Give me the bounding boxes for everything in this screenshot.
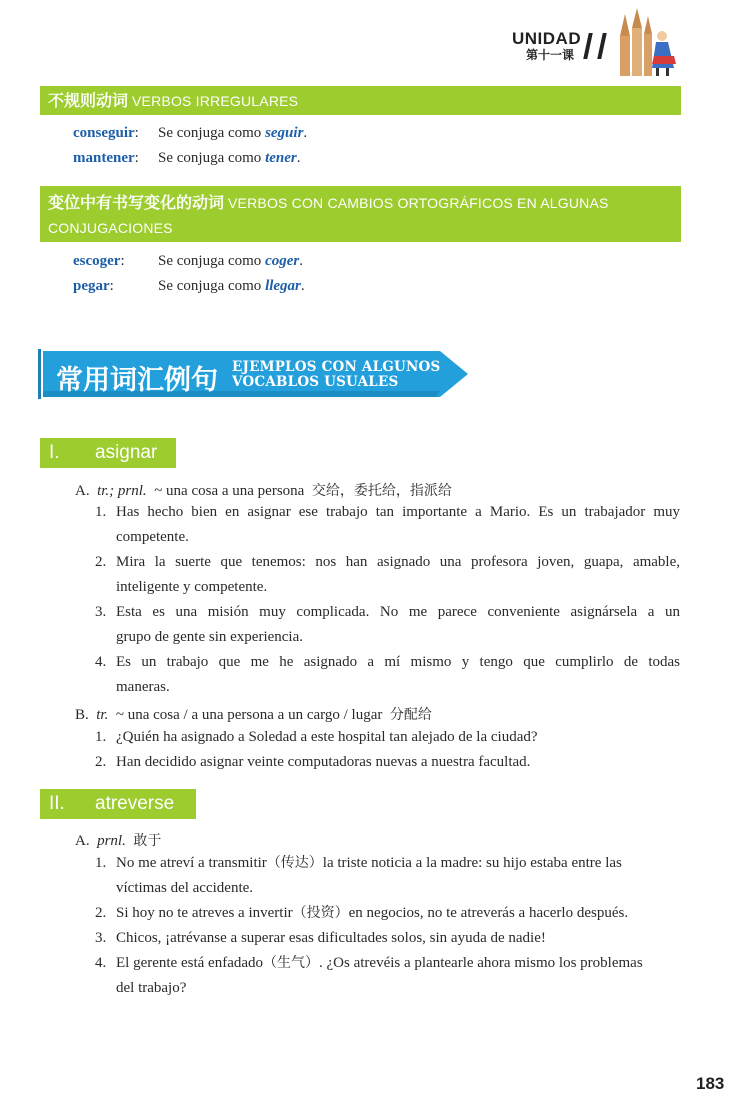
verb-sep: : bbox=[134, 150, 139, 166]
band-title-zh: 不规则动词 bbox=[48, 91, 129, 110]
example-line bbox=[116, 851, 680, 876]
example-line: Mira la suerte que tenemos: nos han asignado una profesora joven, guapa, amable, bbox=[116, 554, 680, 570]
example-item bbox=[116, 951, 680, 1001]
gloss-zh: （投资） bbox=[292, 905, 349, 921]
example-item bbox=[116, 851, 680, 901]
example-number: 3. bbox=[95, 604, 107, 620]
example-line: inteligente y competente. bbox=[116, 579, 268, 595]
example-number: 1. bbox=[95, 729, 107, 745]
sense-heading bbox=[75, 480, 452, 500]
unit-title: UNIDAD bbox=[512, 29, 582, 48]
example-line: víctimas del accidente. bbox=[116, 880, 254, 896]
verb-sep: : bbox=[109, 278, 114, 294]
example-text: No me atreví a transmitir bbox=[116, 855, 267, 871]
sense-letter: A. bbox=[75, 483, 90, 499]
example-text: . ¿Os atrevéis a plantearle ahora mismo los problemas bbox=[319, 955, 643, 971]
sense-letter: B. bbox=[75, 707, 89, 723]
band-title-es: VERBOS IRREGULARES bbox=[132, 93, 299, 109]
lesson-label: 第十一课 bbox=[526, 48, 575, 62]
section-word: atreverse bbox=[95, 793, 175, 814]
example-text: la triste noticia a la madre: su hijo estaba entre las bbox=[322, 855, 622, 871]
end-punct: . bbox=[300, 278, 305, 294]
example-item bbox=[116, 750, 680, 775]
example-number: 1. bbox=[95, 855, 107, 871]
model-verb: seguir bbox=[265, 125, 304, 141]
section-number: II. bbox=[49, 793, 65, 814]
end-punct: . bbox=[299, 253, 303, 269]
section-word: asignar bbox=[95, 442, 158, 463]
example-item bbox=[116, 500, 680, 550]
grammar-tag: tr.; prnl. bbox=[97, 483, 147, 499]
example-line: Esta es una misión muy complicada. No me parece conveniente asignársela a un bbox=[116, 604, 680, 620]
usage-pattern: ~ una cosa a una persona bbox=[154, 483, 305, 499]
example-number: 2. bbox=[95, 905, 107, 921]
band-title-es-2: CONJUGACIONES bbox=[48, 220, 173, 236]
verb: pegar bbox=[73, 278, 110, 294]
example-line: ¿Quién ha asignado a Soledad a este hospital tan alejado de la ciudad? bbox=[116, 729, 538, 745]
sense-letter: A. bbox=[75, 833, 90, 849]
section-band-orthographic bbox=[40, 186, 681, 242]
section-header-asignar bbox=[40, 438, 176, 468]
example-number: 2. bbox=[95, 754, 107, 770]
example-text: en negocios, no te atreverás a hacerlo después. bbox=[348, 905, 629, 921]
end-punct: . bbox=[296, 150, 301, 166]
divider-bar bbox=[597, 33, 607, 59]
desc-text: Se conjuga como bbox=[158, 278, 262, 294]
usage-pattern: ~ una cosa / a una persona a un cargo / lugar bbox=[115, 707, 383, 723]
example-number: 3. bbox=[95, 930, 107, 946]
verb: conseguir bbox=[73, 125, 135, 141]
translation-zh: 交给，委托给，指派给 bbox=[311, 483, 452, 499]
example-item bbox=[116, 600, 680, 650]
section-header-atreverse bbox=[40, 789, 196, 819]
example-number: 2. bbox=[95, 554, 107, 570]
desc-text: Se conjuga como bbox=[158, 253, 262, 269]
page-number: 183 bbox=[696, 1074, 725, 1093]
sense-heading bbox=[75, 830, 161, 850]
divider-bar bbox=[583, 33, 593, 59]
example-text: Si hoy no te atreves a invertir bbox=[116, 905, 293, 921]
band-title-zh: 变位中有书写变化的动词 bbox=[48, 193, 225, 212]
banner-title-es-2: VOCABLOS USUALES bbox=[232, 374, 399, 390]
example-number: 1. bbox=[95, 504, 107, 520]
band-title-es-1: VERBOS CON CAMBIOS ORTOGRÁFICOS EN ALGUNAS bbox=[228, 195, 609, 211]
translation-zh: 分配给 bbox=[389, 707, 432, 723]
example-line: grupo de gente sin experiencia. bbox=[116, 629, 304, 645]
verb-sep: : bbox=[134, 125, 139, 141]
gloss-zh: （生气） bbox=[263, 955, 320, 971]
grammar-tag: prnl. bbox=[97, 833, 126, 849]
verb-desc bbox=[158, 150, 300, 167]
gloss-zh: （传达） bbox=[266, 855, 323, 871]
verb-desc bbox=[158, 278, 305, 295]
cathedral-dancer-illustration bbox=[616, 6, 682, 78]
example-line: competente. bbox=[116, 529, 189, 545]
example-line: Han decidido asignar veinte computadoras nuevas a nuestra facultad. bbox=[116, 754, 531, 770]
verb-desc bbox=[158, 253, 303, 270]
verb-desc bbox=[158, 125, 307, 142]
example-item bbox=[116, 926, 680, 951]
example-item bbox=[116, 550, 680, 600]
example-line: Es un trabajo que me he asignado a mí mismo y tengo que cumplirlo de todas bbox=[116, 654, 680, 670]
example-line: del trabajo? bbox=[116, 980, 187, 996]
desc-text: Se conjuga como bbox=[158, 150, 262, 166]
verb-row bbox=[73, 278, 305, 295]
verb-sep: : bbox=[120, 253, 125, 269]
model-verb: tener bbox=[265, 150, 297, 166]
desc-text: Se conjuga como bbox=[158, 125, 262, 141]
end-punct: . bbox=[303, 125, 308, 141]
example-line: maneras. bbox=[116, 679, 170, 695]
section-number: I. bbox=[49, 442, 60, 463]
verb-row bbox=[73, 253, 303, 270]
example-number: 4. bbox=[95, 955, 107, 971]
example-item bbox=[116, 650, 680, 700]
verb: escoger bbox=[73, 253, 121, 269]
model-verb: coger bbox=[265, 253, 300, 269]
example-line bbox=[116, 951, 680, 976]
section-band-irregular bbox=[40, 86, 681, 115]
verb-row bbox=[73, 150, 301, 167]
example-item bbox=[116, 901, 680, 926]
example-item bbox=[116, 725, 680, 750]
example-line bbox=[116, 901, 680, 926]
verb-row bbox=[73, 125, 308, 142]
model-verb: llegar bbox=[265, 278, 301, 294]
banner-title-es-1: EJEMPLOS CON ALGUNOS bbox=[232, 359, 441, 375]
sense-heading bbox=[75, 704, 432, 724]
example-number: 4. bbox=[95, 654, 107, 670]
banner-title-zh: 常用词汇例句 bbox=[56, 365, 218, 396]
verb: mantener bbox=[73, 150, 135, 166]
grammar-tag: tr. bbox=[96, 707, 109, 723]
example-line: Chicos, ¡atrévanse a superar esas dificultades solos, sin ayuda de nadie! bbox=[116, 930, 546, 946]
example-line: Has hecho bien en asignar ese trabajo tan importante a Mario. Es un trabajador muy bbox=[116, 504, 680, 520]
translation-zh: 敢于 bbox=[133, 833, 162, 849]
example-text: El gerente está enfadado bbox=[116, 955, 264, 971]
